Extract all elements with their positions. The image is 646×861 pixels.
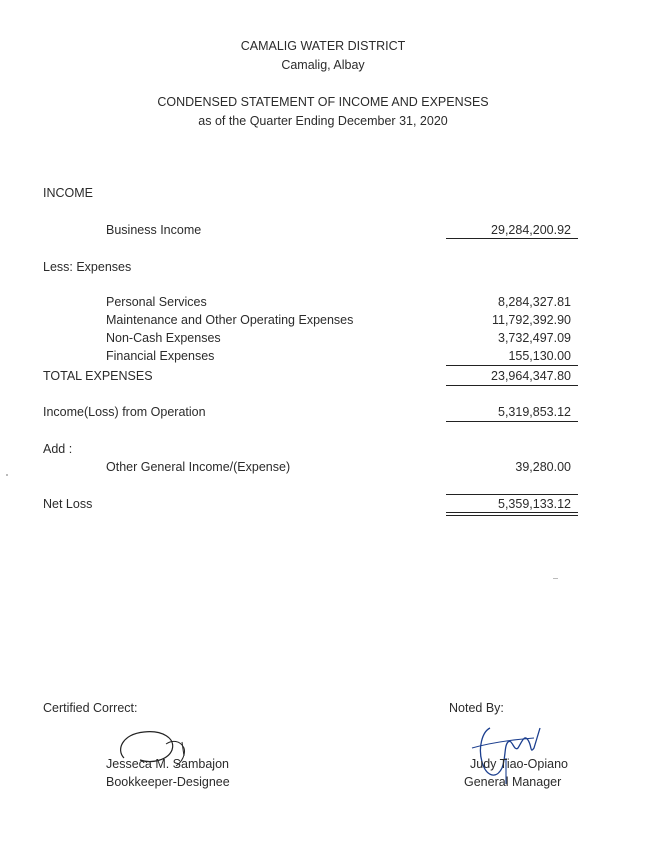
net-loss-label: Net Loss	[43, 497, 93, 511]
expenses-heading: Less: Expenses	[43, 260, 132, 274]
org-location: Camalig, Albay	[281, 58, 365, 72]
add-heading: Add :	[43, 442, 73, 456]
expense-value: 11,792,392.90	[491, 313, 571, 327]
net-loss-value: 5,359,133.12	[498, 497, 571, 511]
total-expenses-value: 23,964,347.80	[491, 369, 571, 383]
expense-value: 155,130.00	[508, 349, 571, 363]
scan-speck	[553, 578, 558, 579]
other-income-label: Other General Income/(Expense)	[106, 460, 291, 474]
statement-period: as of the Quarter Ending December 31, 2020	[198, 114, 448, 128]
business-income-underline	[446, 238, 578, 239]
net-top-rule	[446, 494, 578, 495]
expense-label: Non-Cash Expenses	[106, 331, 221, 345]
certified-label: Certified Correct:	[43, 701, 138, 715]
expense-label: Financial Expenses	[106, 349, 215, 363]
org-name: CAMALIG WATER DISTRICT	[240, 39, 406, 53]
operation-value: 5,319,853.12	[498, 405, 571, 419]
expense-value: 8,284,327.81	[498, 295, 571, 309]
noted-title: General Manager	[464, 775, 562, 789]
business-income-label: Business Income	[106, 223, 202, 237]
income-heading: INCOME	[43, 186, 93, 200]
other-income-value: 39,280.00	[515, 460, 571, 474]
total-expenses-label: TOTAL EXPENSES	[43, 369, 153, 383]
operation-label: Income(Loss) from Operation	[43, 405, 206, 419]
statement-title: CONDENSED STATEMENT OF INCOME AND EXPENSES	[157, 95, 489, 109]
expense-label: Maintenance and Other Operating Expenses	[106, 313, 354, 327]
total-expenses-underline	[446, 385, 578, 386]
business-income-value: 29,284,200.92	[491, 223, 571, 237]
noted-name: Judy Tiao-Opiano	[470, 757, 568, 771]
noted-label: Noted By:	[449, 701, 504, 715]
expense-label: Personal Services	[106, 295, 207, 309]
certified-title: Bookkeeper-Designee	[106, 775, 230, 789]
net-double-underline	[446, 512, 578, 516]
expense-value: 3,732,497.09	[498, 331, 571, 345]
scan-speck	[6, 474, 8, 476]
operation-underline	[446, 421, 578, 422]
certified-name: Jesseca M. Sambajon	[106, 757, 229, 771]
expenses-subtotal-rule	[446, 365, 578, 366]
